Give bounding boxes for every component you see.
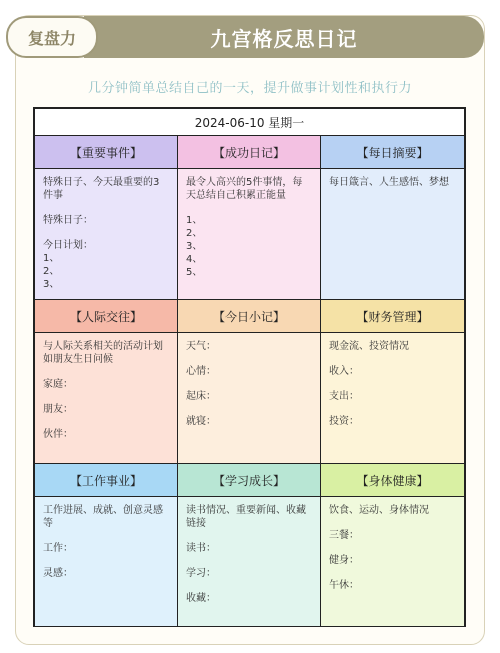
cell-important-events [35,136,178,300]
cell-line: 天总结自己积累正能量 [186,190,286,201]
cell-learning [178,464,321,626]
cell-line: 工作： [43,543,73,554]
cell-writing-area[interactable] [35,497,177,626]
cell-line: 每日箴言、人生感悟、梦想 [329,177,449,188]
cell-line: 与人际关系相关的活动计划 [43,341,163,352]
cell-line: 伙伴： [43,429,73,440]
cell-writing-area[interactable] [178,497,320,626]
cell-title: 【今日小记】 [178,300,320,333]
spacer [43,391,169,403]
spacer [186,353,312,365]
cell-title: 【身体健康】 [321,464,464,497]
spacer [43,530,169,542]
spacer [186,202,312,214]
cell-line: 1、 [43,253,60,264]
cell-success-diary [178,136,321,300]
cell-line: 天气： [186,341,216,352]
cell-title: 【成功日记】 [178,136,320,169]
cell-line: 读书： [186,543,216,554]
cell-line: 1、 [186,215,203,226]
cell-writing-area[interactable] [321,333,464,463]
cell-line: 今日计划： [43,240,93,251]
brand-label: 复盘力 [6,16,98,58]
spacer [186,530,312,542]
cell-line: 3、 [43,279,60,290]
cell-health [321,464,464,626]
spacer [329,542,456,554]
spacer [186,580,312,592]
date-row[interactable]: 2024-06-10 星期一 [35,109,464,136]
cell-writing-area[interactable] [35,169,177,299]
cell-line: 三餐： [329,530,359,541]
cell-line: 收入： [329,366,359,377]
cell-line: 3、 [186,241,203,252]
cell-line: 4、 [186,254,203,265]
spacer [329,378,456,390]
cell-line: 特殊日子、今天最重要的3 [43,177,160,188]
cell-title: 【学习成长】 [178,464,320,497]
cell-title: 【人际交往】 [35,300,177,333]
cell-line: 如朋友生日问候 [43,354,113,365]
cell-line: 家庭： [43,379,73,390]
spacer [329,353,456,365]
cell-writing-area[interactable] [178,333,320,463]
cell-line: 起床： [186,391,216,402]
cell-writing-area[interactable] [35,333,177,463]
cell-line: 饮食、运动、身体情况 [329,505,429,516]
spacer [43,555,169,567]
cell-finance [321,300,464,464]
cell-line: 特殊日子： [43,215,93,226]
cell-title: 【重要事件】 [35,136,177,169]
cell-line: 件事 [43,190,63,201]
subtitle: 几分钟简单总结自己的一天，提升做事计划性和执行力 [87,81,412,96]
cell-line: 读书情况、重要新闻、收藏 [186,505,306,516]
cell-line: 学习： [186,568,216,579]
cell-career [35,464,178,626]
cell-line: 就寝： [186,416,216,427]
spacer [186,555,312,567]
cell-line: 朋友： [43,404,73,415]
spacer [43,202,169,214]
cell-line: 收藏： [186,593,216,604]
cell-line: 投资： [329,416,359,427]
cell-line: 现金流、投资情况 [329,341,409,352]
cell-line: 5、 [186,267,203,278]
diary-grid [33,107,466,627]
cell-line: 最令人高兴的5件事情，每 [186,177,303,188]
cell-line: 链接 [186,518,206,529]
cell-writing-area[interactable] [178,169,320,299]
cell-line: 健身： [329,555,359,566]
cell-title: 【工作事业】 [35,464,177,497]
cell-daily-summary [321,136,464,300]
cell-line: 2、 [43,266,60,277]
cell-title: 【财务管理】 [321,300,464,333]
cell-social [35,300,178,464]
spacer [186,403,312,415]
cell-line: 灵感： [43,568,73,579]
cell-line: 工作进展、成就、创意灵感 [43,505,163,516]
spacer [186,378,312,390]
cell-writing-area[interactable] [321,497,464,626]
cell-writing-area[interactable] [321,169,464,299]
cell-line: 支出： [329,391,359,402]
cell-title: 【每日摘要】 [321,136,464,169]
spacer [329,403,456,415]
spacer [43,366,169,378]
nine-grid [35,136,464,626]
cell-line: 心情： [186,366,216,377]
spacer [329,517,456,529]
cell-line: 2、 [186,228,203,239]
spacer [43,227,169,239]
spacer [329,567,456,579]
cell-line: 等 [43,518,53,529]
cell-line: 午休： [329,580,359,591]
page-title: 九宫格反思日记 [84,16,484,58]
spacer [43,416,169,428]
cell-today-notes [178,300,321,464]
